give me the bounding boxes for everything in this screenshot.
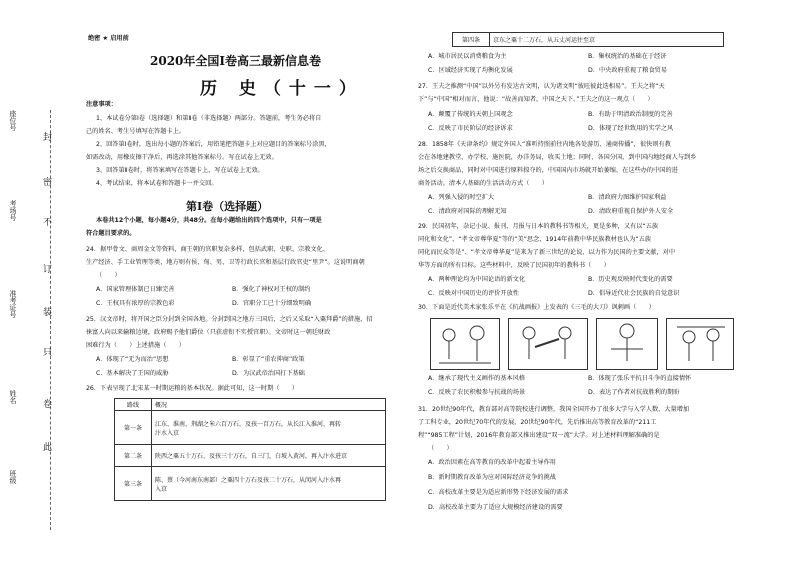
- table-row: [453, 33, 724, 47]
- q27-stem: 下”与“中国”相对而言，他说：“故善而知者，中国之天下。”王夫之的这一观点（ ）: [418, 96, 654, 103]
- route-cell: 第三条: [115, 467, 152, 501]
- q24-option-d: D．官职分工已十分细致明确: [232, 300, 312, 307]
- name-label: 姓名: [9, 390, 17, 404]
- table-header: 路线: [115, 399, 152, 411]
- binding-strip: [0, 0, 82, 562]
- q25-option-b: B．彰显了“重农抑商”政策: [232, 356, 305, 363]
- seal-line: [50, 110, 51, 530]
- cut-char: 不: [43, 218, 53, 228]
- cartoon-figures-icon: [597, 319, 657, 369]
- q27-option-b: B．有助于明清政治制度的完善: [588, 111, 673, 118]
- section-title: 第Ⅰ卷（选择题）: [186, 200, 269, 213]
- desc-line: 入京: [155, 485, 168, 493]
- cartoon-panel-2: [508, 318, 588, 370]
- q27-option-d: D．体现了经世致用的实学之风: [588, 125, 674, 132]
- notice-line: 1、本试卷分第Ⅰ卷（选择题）和第Ⅱ卷（非选择题）两部分。答题前，考生务必将自: [96, 115, 322, 122]
- cartoon-panel-4: [666, 318, 734, 370]
- cut-char: 封: [43, 133, 53, 143]
- q26-option-b: B．集权统治的基础在于经济: [588, 53, 667, 60]
- route-cell: 第二条: [115, 445, 152, 467]
- cut-char: 密: [43, 178, 53, 188]
- cartoon-panel-1: [430, 318, 500, 370]
- q31-option-a: A．政治因素在高等教育的改革中起着主导作用: [428, 459, 556, 466]
- q24-option-b: B．强化了神权对王权的制约: [232, 286, 311, 293]
- section-intro: 本卷共12个小题，每小题4分，共48分。在每小题给出的四个选项中，只有一项是: [96, 217, 322, 224]
- q30-stem: 30．下面是近代美术家张乐平在《抗战画报》上发表的《三毛的大刀》讽刺画（ ）: [418, 304, 655, 311]
- class-label: 班级: [9, 470, 17, 484]
- q28-option-b: B．清政府力图维护国家利益: [588, 194, 667, 201]
- desc-line: 陕西之粟五十万石、及孩三十万石，自三门，白坡入黄河，再入汴水进京: [155, 453, 348, 460]
- cartoon-panel-3: [596, 318, 658, 370]
- notice-line: 如需改动，用橡皮擦干净后，再选涂其他答案标号。写在试卷上无效。: [86, 154, 278, 161]
- q25-stem: 徕富人向以来输粮边境，政府赐予他们爵位（只获虚衔不实授官职）。文帝时这一朝廷财政: [86, 329, 331, 336]
- q26-table-continued: [452, 32, 724, 47]
- q24-option-c: C．王权具有浓厚的宗教色彩: [96, 300, 175, 307]
- q25-stem: 25．汉文帝时，将开国之臣分封到全国各地。分封到国之地方三国后，之后又采取“入粟拜爵”的措施，招: [86, 316, 373, 323]
- q30-option-b: B．体现了张乐平抗日斗争的直接情怀: [588, 375, 692, 382]
- q28-stem: 会在各地建教堂、办学校、施医院，办洋务局，收买土地；同时，各国分国，到中国内地经商人与到乡: [418, 154, 697, 161]
- q28-option-d: D．清政府重视自保护外人安全: [588, 208, 674, 215]
- q31-option-d: D．高校改革主要为了适应大规模经济建设的需要: [428, 504, 563, 511]
- q29-stem: 29．民国初年，杂记小说、报刊、月报与日本的教科书等相关，更是多种，又有以“五族: [418, 223, 659, 230]
- q31-stem: （ ）: [428, 445, 453, 452]
- q29-option-b: B．历史观反映时代变化的需要: [588, 276, 673, 283]
- notice-line: 2、回答第Ⅰ卷时，选出每小题的答案后，用铅笔把答题卡上对应题目的答案标号涂黑，: [96, 141, 331, 148]
- q28-stem: 场之后交换商品，同时对中国进行原料掠夺的，中国国内市场就开始萎缩，在这些办的中国的进: [418, 167, 678, 174]
- exam-number-label: 准考证号: [9, 290, 17, 318]
- notice-heading: 注意事项：: [86, 101, 117, 108]
- cut-char: 卷: [43, 400, 53, 410]
- q28-option-c: C．清政府对国际的理解无知: [428, 208, 507, 215]
- cartoon-figures-icon: [431, 319, 499, 369]
- q29-option-c: C．反映对中国历史的评价开放性: [428, 290, 519, 297]
- q30-option-a: A．继承了现代主义画作的基本风格: [428, 375, 526, 382]
- route-cell: 第四条: [453, 33, 490, 47]
- paper-title: 2020年全国Ⅰ卷高三最新信息卷: [150, 54, 322, 68]
- q28-stem: 28．1858年《天津条约》规定外国人“准听持照前往内地各处游历、通商传播”，很快则有教: [418, 141, 671, 148]
- cut-char: 只: [43, 348, 53, 358]
- q29-option-d: D．倡导近代社会民族的自觉意识: [588, 290, 680, 297]
- cartoon-figures-icon: [509, 319, 587, 369]
- exam-room-label: 考场号: [9, 200, 17, 221]
- q29-stem: 华等方面的所有目标。这些材料中，反映了民国初年的教科书（ ）: [418, 262, 610, 269]
- table-row: [115, 411, 386, 445]
- notice-line: 己的姓名、考生号填写在答题卡上。: [86, 128, 185, 135]
- cut-char: 订: [43, 265, 53, 275]
- q31-stem: 程”“985工程”计划，2016年教育部又推出建设“双一流”大学。对上述材料理解准确的是: [418, 432, 660, 439]
- cartoon-figures-icon: [667, 319, 733, 369]
- q26-stem: 26．下表呈现了北宋某一时期运粮的基本状况。据此可知，这一时期（ ）: [86, 385, 299, 392]
- notice-line: 4、考试结束，将本试卷和答题卡一并交回。: [96, 180, 218, 187]
- q29-stem: 同化和文化”、“孝文帝尊华夏”等的“美”思念，1914年前教中华民族教材也认为“五族: [418, 236, 651, 243]
- q29-option-a: A．两种理论均为中国论语的新文化: [428, 276, 526, 283]
- q25-stem: 困难行为（ ）上述措施（ ）: [86, 342, 185, 349]
- desc-cell: 京东之粟十二万石，从五丈河运往至京: [490, 33, 724, 47]
- subject-title: 历 史（十一）: [200, 79, 364, 99]
- q25-option-c: C．基本解决了王国的威胁: [96, 370, 169, 377]
- q27-option-c: C．反映了市民阶层的经济诉求: [428, 125, 513, 132]
- secret-mark: 绝密 ★ 启用前: [88, 35, 129, 42]
- q24-stem: （ ）: [96, 272, 121, 279]
- desc-line: 江东、淮南、荆湖之米六百万石，及孩一百万石，从长江入淮河，再转: [155, 420, 342, 428]
- q30-option-d: D．表达了作者对抗战胜利的期盼: [588, 389, 680, 396]
- q24-option-a: A．国家管理体制已日臻完善: [96, 286, 175, 293]
- cut-char: 此: [43, 443, 53, 453]
- table-row: [115, 467, 386, 501]
- q27-stem: 27．王夫之推测“中国”以外另有发达古文明，认为诸文明“彼旺彼此迭相易”。王夫之将“天: [418, 83, 665, 90]
- q30-option-c: C．反映了农民积极参与抗战的场景: [428, 389, 526, 396]
- route-cell: 第一条: [115, 411, 152, 445]
- table-header: 概况: [152, 399, 386, 411]
- table-row: [115, 445, 386, 467]
- section-intro: 符合题目要求的。: [86, 230, 136, 237]
- q31-option-b: B．新时期教育改革为应对国际经济竞争的挑战: [428, 474, 556, 481]
- q26-option-a: A．城市居民以消费粮食为主: [428, 53, 507, 60]
- q29-stem: 同化而民众等是”、“孝文帝尊华夏”是来为了新三世纪的论说，以力作为民国的主要文献，对中: [418, 249, 676, 256]
- desc-line: 汴水入京: [155, 429, 180, 437]
- q26-table: [114, 398, 386, 501]
- q26-option-c: C．区域经济实现了均衡化发展: [428, 67, 513, 74]
- q31-option-c: C．高校改革主要是为适应新形势下经济发展的需求: [428, 489, 569, 496]
- q25-option-a: A．体现了“无为而治”思想: [96, 356, 169, 363]
- q24-stem: 生产经济、手工业管理等类，地方则有侯、甸、男、卫等行政长官和基层行政官吏“里尹”。这说明商朝: [86, 259, 365, 266]
- q27-option-a: A．颠覆了传统的天朝上国观念: [428, 111, 513, 118]
- q26-option-d: D．中央政府重视了粮食贸易: [588, 67, 668, 74]
- seat-number-label: 座位号: [9, 110, 17, 131]
- cut-char: 装: [43, 308, 53, 318]
- desc-line: 陈、蔡（今河南东南部）之粟四十万石及孩二十万石，从闵河入汴水再: [155, 476, 342, 484]
- q25-option-d: D．为汉武帝治国打下基础: [232, 370, 305, 377]
- q24-stem: 24．据甲骨文、商周金文等资料，商王朝的官职复杂多样，包括武职、史职、宗教文化、: [86, 246, 329, 253]
- q31-stem: 31．20世纪90年代，教育部对高等院校进行调整，我国全国开办了很多大学与入学人数，大量增加: [418, 406, 690, 413]
- q28-option-a: A．列强入侵的时空扩大: [428, 194, 495, 201]
- q28-stem: 商务活动。清本人基础的生活活动方式（ ）: [418, 180, 548, 187]
- notice-line: 3、回答第Ⅱ卷时，将答案填写在答题卡上，写在试卷上无效。: [96, 167, 264, 174]
- q31-stem: 了工科专业，20世纪70年代的发展，20世纪90年代，先后推出高等教育改革的“211工: [418, 419, 657, 426]
